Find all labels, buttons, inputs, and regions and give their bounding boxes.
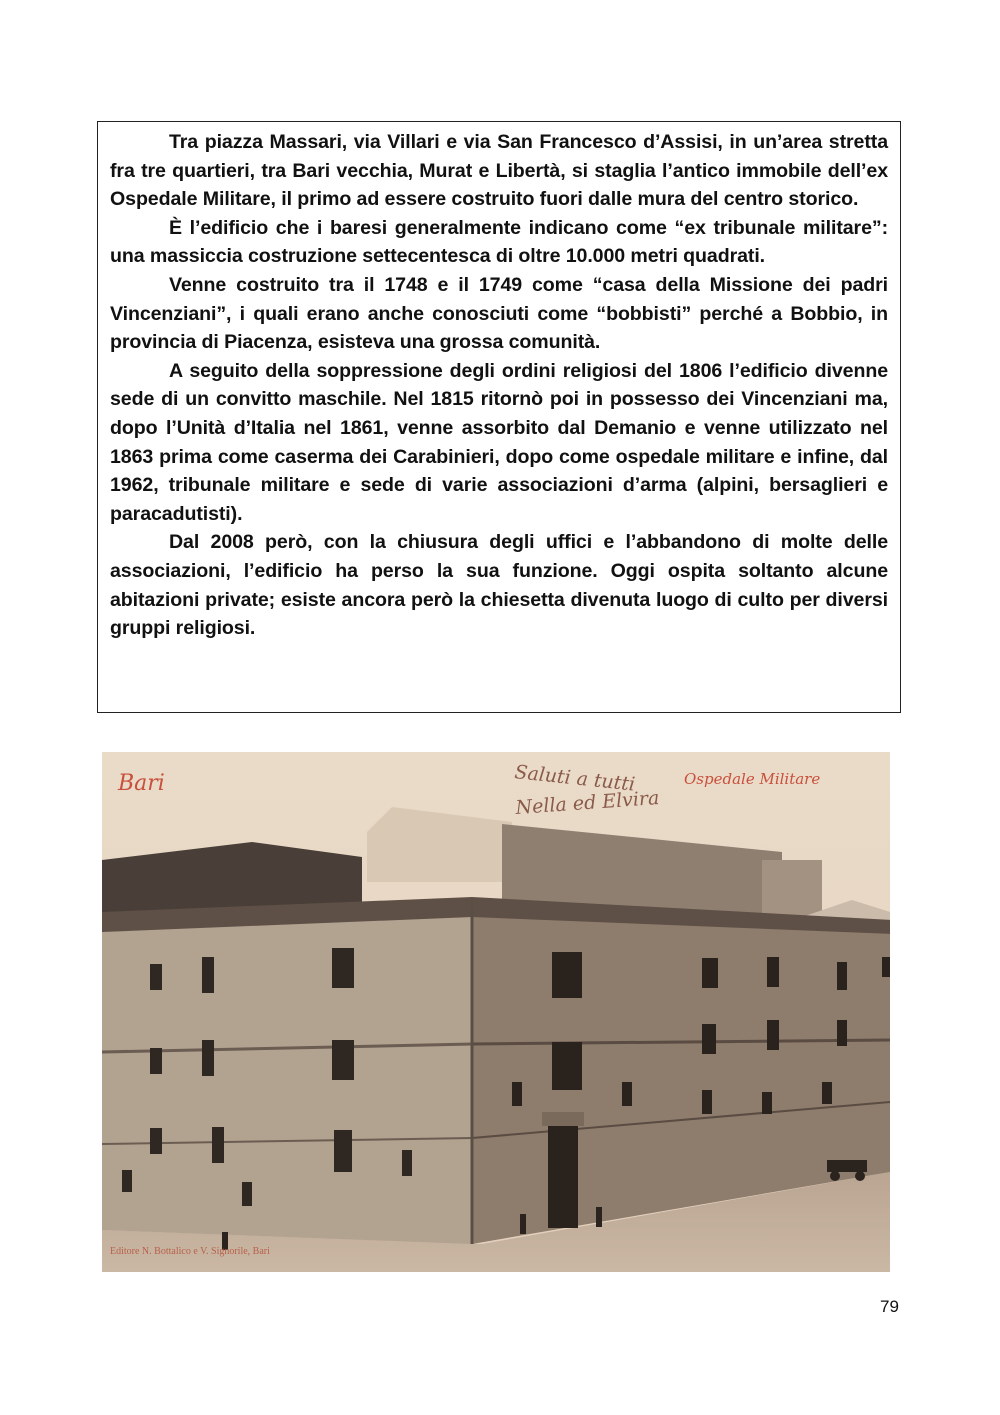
postcard-city-title: Bari xyxy=(118,771,165,796)
article-text-box xyxy=(97,121,901,713)
paragraph-2: È l’edificio che i baresi generalmente indicano come “ex tribunale militare”: una massiccia costruzione settecentesca di oltre 10.000 metri quadrati. xyxy=(110,216,888,268)
postcard-publisher: Editore N. Bottalico e V. Signorile, Bari xyxy=(110,1246,270,1257)
paragraph-5: Dal 2008 però, con la chiusura degli uffici e l’abbandono di molte delle associazioni, l’edificio ha perso la sua funzione. Oggi ospita soltanto alcune abitazioni private; esiste ancora però la chiesetta divenuta luogo di culto per diversi gruppi religiosi. xyxy=(110,531,888,640)
postcard-image xyxy=(102,752,890,1272)
postcard-photo xyxy=(102,752,890,1272)
postcard-caption: Ospedale Militare xyxy=(684,770,821,788)
postcard-handwriting-2: Nella ed Elvira xyxy=(514,786,661,819)
page-number: 79 xyxy=(880,1297,899,1316)
paragraph-1: Tra piazza Massari, via Villari e via San Francesco d’Assisi, in un’area stretta fra tre quartieri, tra Bari vecchia, Murat e Libertà, si staglia l’antico immobile dell’ex Ospedale Militare, il primo ad essere costruito fuori dalle mura del centro storico. xyxy=(110,131,888,211)
paragraph-3: Venne costruito tra il 1748 e il 1749 come “casa della Missione dei padri Vincenziani”, i quali erano anche conosciuti come “bobbisti” perché a Bobbio, in provincia di Piacenza, esisteva una grossa comunità. xyxy=(110,273,888,354)
paragraph-4: A seguito della soppressione degli ordini religiosi del 1806 l’edificio divenne sede di un convitto maschile. Nel 1815 ritornò poi in possesso dei Vincenziani ma, dopo l’Unità d’Italia nel 1861, venne assorbito dal Demanio e venne utilizzato nel 1863 prima come caserma dei Carabinieri, dopo come ospedale militare e infine, dal 1962, tribunale militare e sede di varie associazioni d’arma (alpini, bersaglieri e paracadutisti). xyxy=(110,359,888,525)
postcard-handwriting-1: Saluti a tutti xyxy=(513,761,637,796)
